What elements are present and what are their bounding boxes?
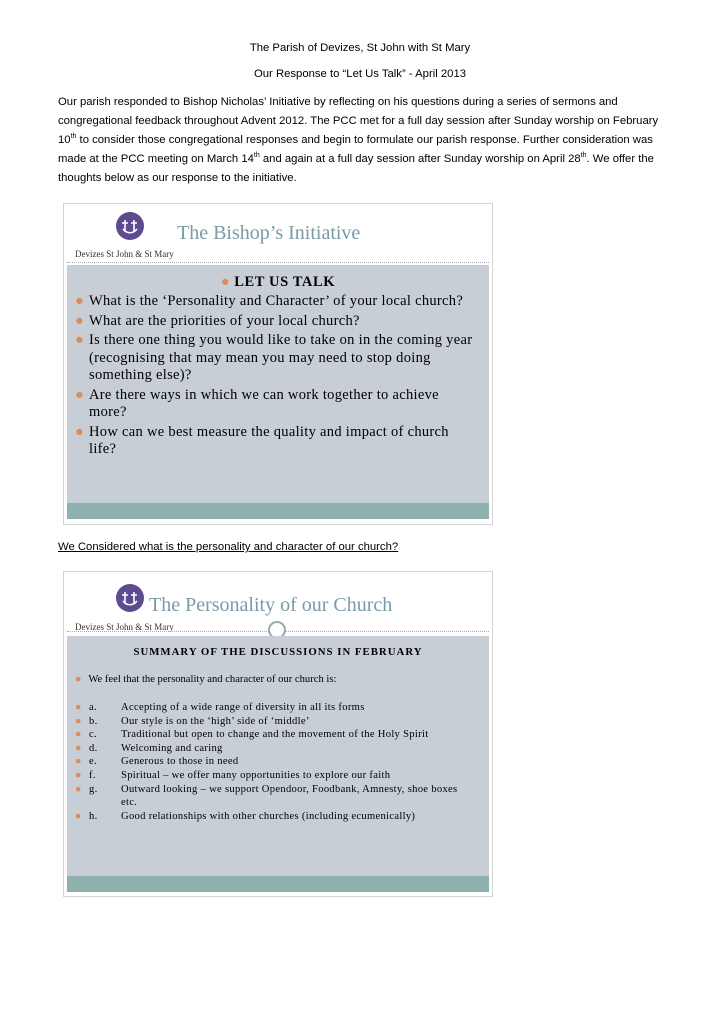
item-text: Accepting of a wide range of diversity in all its forms: [121, 702, 365, 713]
list-item: [75, 742, 485, 756]
bullet-icon: ●: [75, 293, 85, 309]
intro-paragraph: [58, 93, 668, 188]
list-item: [75, 715, 485, 729]
item-text: Welcoming and caring: [121, 742, 223, 754]
slide-bishops-initiative: [63, 203, 493, 525]
bullet-icon: ●: [75, 702, 82, 713]
question-text: Is there one thing you would like to take on in the coming year (recognising that may mean you may need to stop doing something else)?: [89, 332, 473, 383]
bullet-icon: ●: [75, 386, 85, 403]
item-text: Generous to those in need: [121, 756, 239, 768]
list-item: [75, 332, 475, 385]
bullet-icon: ●: [75, 312, 85, 329]
slide-title: The Personality of our Church: [149, 594, 393, 616]
slide-footer-band: [67, 876, 489, 892]
question-text: Are there ways in which we can work together to achieve more?: [89, 386, 439, 420]
bullet-icon: ●: [75, 332, 85, 348]
question-text: How can we best measure the quality and impact of church life?: [89, 423, 449, 457]
item-label: d.: [89, 742, 98, 754]
bullet-icon: ●: [75, 810, 82, 822]
item-label: c.: [89, 729, 97, 741]
list-item: [75, 755, 485, 769]
item-text: Outward looking – we support Opendoor, Foodbank, Amnesty, shoe boxes etc.: [121, 783, 458, 809]
slide-personality: [63, 571, 493, 897]
intro-sup-3: th: [580, 152, 587, 160]
slide-footer-band: [67, 503, 489, 519]
question-list: [75, 293, 475, 461]
bullet-icon: ●: [75, 756, 82, 768]
summary-intro-text: We feel that the personality and character of our church is:: [88, 674, 337, 685]
list-item: [75, 769, 485, 783]
list-item: [75, 810, 485, 824]
bullet-icon: ●: [75, 783, 82, 795]
personality-list: [75, 701, 485, 823]
question-text: What are the priorities of your local church?: [89, 312, 360, 329]
let-us-talk-heading: [64, 274, 492, 291]
bullet-icon: ●: [75, 674, 82, 685]
lead-text: LET US TALK: [234, 274, 336, 290]
intro-text-3: and again at a full day session after Sunday worship on April 28: [259, 153, 581, 165]
bullet-icon: ●: [75, 742, 82, 754]
church-logo-icon: [116, 584, 144, 612]
item-text: Traditional but open to change and the movement of the Holy Spirit: [121, 729, 429, 741]
list-item: [75, 313, 475, 331]
summary-heading: SUMMARY OF THE DISCUSSIONS IN FEBRUARY: [133, 646, 423, 658]
parish-brand: Devizes St John & St Mary: [75, 622, 174, 632]
summary-intro: [75, 674, 336, 685]
item-label: h.: [89, 810, 98, 822]
list-item: [75, 783, 485, 810]
intro-sup-2: th: [253, 152, 260, 160]
doc-header-line1: The Parish of Devizes, St John with St Mary: [249, 42, 471, 54]
intro-text-2: to consider those congregational responses and begin to formulate our parish response. Further consideration was made at the PCC meeting on March 14: [58, 134, 653, 165]
church-logo-icon: [116, 212, 144, 240]
list-item: [75, 701, 485, 715]
bullet-icon: ●: [75, 769, 82, 781]
divider: [67, 262, 489, 263]
intro-text-4: . We offer the thoughts below as our response to the initiative.: [58, 153, 654, 184]
list-item: [75, 293, 475, 311]
bullet-icon: ●: [75, 423, 85, 440]
bullet-icon: ●: [75, 729, 82, 741]
item-label: g.: [89, 783, 98, 795]
list-item: [75, 728, 485, 742]
item-text: Spiritual – we offer many opportunities to explore our faith: [121, 769, 391, 781]
parish-brand: Devizes St John & St Mary: [75, 249, 174, 259]
item-label: f.: [89, 769, 96, 781]
question-text: What is the ‘Personality and Character’ of your local church?: [89, 293, 464, 309]
bullet-icon: ●: [75, 715, 82, 727]
list-item: [75, 387, 475, 422]
item-text: Good relationships with other churches (including ecumenically): [121, 810, 416, 822]
section-heading: We Considered what is the personality and character of our church?: [58, 541, 399, 553]
intro-sup-1: th: [70, 133, 77, 141]
bullet-icon: ●: [220, 274, 231, 290]
intro-text-1: Our parish responded to Bishop Nicholas’ Initiative by reflecting on his questions during a series of sermons and congregational feedback throughout Advent 2012. The PCC met for a full day session after Sunday worship on February 10: [58, 96, 659, 146]
item-text: Our style is on the ‘high’ side of ‘middle’: [121, 715, 310, 727]
list-item: [75, 424, 475, 459]
doc-header-line2: Our Response to “Let Us Talk” - April 2013: [253, 68, 467, 80]
item-label: e.: [89, 756, 97, 768]
item-label: a.: [89, 702, 97, 713]
item-label: b.: [89, 715, 98, 727]
slide-title: The Bishop’s Initiative: [177, 222, 361, 244]
